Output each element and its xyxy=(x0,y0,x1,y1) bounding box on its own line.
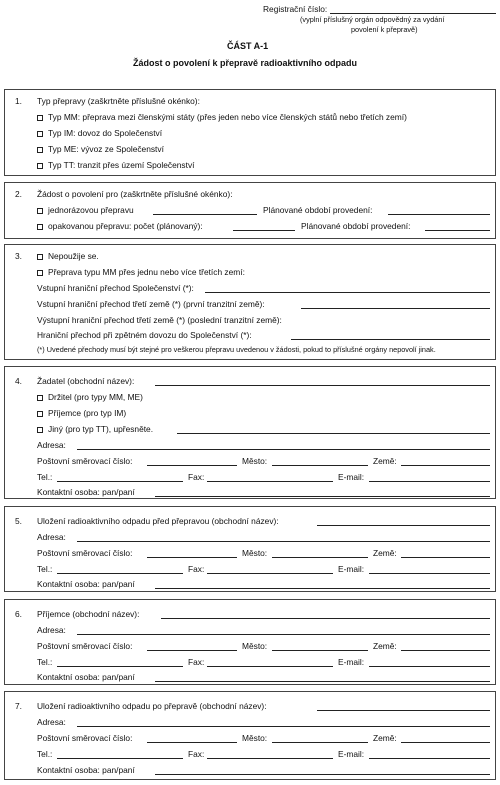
country-label: Země: xyxy=(373,456,397,466)
address-field[interactable] xyxy=(77,726,490,727)
registration-note-1: (vyplní příslušný orgán odpovědný za vydání xyxy=(300,15,445,24)
consignee-field[interactable] xyxy=(161,618,490,619)
city-label: Město: xyxy=(242,456,268,466)
fax-field[interactable] xyxy=(207,758,333,759)
email-label: E-mail: xyxy=(338,657,365,667)
option-im[interactable]: Typ IM: dovoz do Společenství xyxy=(37,128,162,138)
country-field[interactable] xyxy=(401,557,490,558)
country-label: Země: xyxy=(373,641,397,651)
fax-field[interactable] xyxy=(207,573,333,574)
registration-label: Registrační číslo: xyxy=(263,4,328,14)
reentry-field[interactable] xyxy=(291,339,490,340)
entry-eu-field[interactable] xyxy=(205,292,490,293)
city-label: Město: xyxy=(242,548,268,558)
address-label: Adresa: xyxy=(37,532,66,542)
contact-field[interactable] xyxy=(155,681,490,682)
tel-label: Tel.: xyxy=(37,564,53,574)
city-label: Město: xyxy=(242,641,268,651)
section-5 xyxy=(4,506,496,592)
part-label: ČÁST A-1 xyxy=(227,41,269,51)
period-field[interactable] xyxy=(388,214,490,215)
holder-option[interactable]: Držitel (pro typy MM, ME) xyxy=(37,392,143,402)
section-number: 7. xyxy=(15,701,22,711)
period-label: Plánované období provedení: xyxy=(263,205,373,215)
fax-label: Fax: xyxy=(188,472,205,482)
checkbox[interactable] xyxy=(37,131,43,137)
postcode-field[interactable] xyxy=(147,465,237,466)
city-field[interactable] xyxy=(272,465,368,466)
checkbox[interactable] xyxy=(37,254,43,260)
transport-type-heading: Typ přepravy (zaškrtněte příslušné okénko): xyxy=(37,96,200,106)
contact-label: Kontaktní osoba: pan/paní xyxy=(37,672,135,682)
single-transport-option[interactable]: jednorázovou přepravu xyxy=(37,205,134,215)
tel-field[interactable] xyxy=(57,758,183,759)
postcode-field[interactable] xyxy=(147,650,237,651)
country-label: Země: xyxy=(373,548,397,558)
entry-third-field[interactable] xyxy=(301,308,490,309)
postcode-label: Poštovní směrovací číslo: xyxy=(37,733,133,743)
checkbox[interactable] xyxy=(37,270,43,276)
contact-label: Kontaktní osoba: pan/paní xyxy=(37,765,135,775)
reentry-label: Hraniční přechod při zpětném dovozu do Společenství (*): xyxy=(37,330,252,340)
registration-field[interactable] xyxy=(330,13,496,14)
city-field[interactable] xyxy=(272,557,368,558)
section-number: 6. xyxy=(15,609,22,619)
checkbox[interactable] xyxy=(37,224,43,230)
section-2 xyxy=(4,182,496,239)
form-title: Žádost o povolení k přepravě radioaktivního odpadu xyxy=(133,58,358,68)
entry-third-label: Vstupní hraniční přechod třetí země (*) (první tranzitní země): xyxy=(37,299,265,309)
period-label-2: Plánované období provedení: xyxy=(301,221,411,231)
postcode-field[interactable] xyxy=(147,742,237,743)
checkbox[interactable] xyxy=(37,147,43,153)
mm-transit-option[interactable]: Přeprava typu MM přes jednu nebo více třetích zemí: xyxy=(37,267,245,277)
fax-label: Fax: xyxy=(188,657,205,667)
registration-note-2: povolení k přepravě) xyxy=(351,25,418,34)
tel-label: Tel.: xyxy=(37,657,53,667)
tel-field[interactable] xyxy=(57,666,183,667)
section-number: 1. xyxy=(15,96,22,106)
applicant-field[interactable] xyxy=(155,385,490,386)
consignee-label: Příjemce (obchodní název): xyxy=(37,609,140,619)
postcode-field[interactable] xyxy=(147,557,237,558)
email-field[interactable] xyxy=(369,666,490,667)
fax-field[interactable] xyxy=(207,481,333,482)
section-1 xyxy=(4,89,496,176)
storage-after-field[interactable] xyxy=(317,710,490,711)
fax-label: Fax: xyxy=(188,749,205,759)
contact-field[interactable] xyxy=(155,774,490,775)
crossings-note: (*) Uvedené přechody musí být stejné pro veškerou přepravu uvedenou v žádosti, pokud to příslušné orgány nepovolí jinak. xyxy=(37,345,436,354)
section-7 xyxy=(4,691,496,780)
count-field[interactable] xyxy=(233,230,295,231)
checkbox[interactable] xyxy=(37,395,43,401)
contact-field[interactable] xyxy=(155,496,490,497)
city-field[interactable] xyxy=(272,742,368,743)
single-transport-field[interactable] xyxy=(153,214,257,215)
section-number: 4. xyxy=(15,376,22,386)
country-field[interactable] xyxy=(401,650,490,651)
option-tt[interactable]: Typ TT: tranzit přes území Společenství xyxy=(37,160,194,170)
checkbox[interactable] xyxy=(37,163,43,169)
other-option[interactable]: Jiný (pro typ TT), upřesněte. xyxy=(37,424,153,434)
contact-label: Kontaktní osoba: pan/paní xyxy=(37,487,135,497)
exit-third-label: Výstupní hraniční přechod třetí země (*) (poslední tranzitní země): xyxy=(37,315,282,325)
storage-after-label: Uložení radioaktivního odpadu po přepravě (obchodní název): xyxy=(37,701,267,711)
city-field[interactable] xyxy=(272,650,368,651)
entry-eu-label: Vstupní hraniční přechod Společenství (*): xyxy=(37,283,194,293)
section-4 xyxy=(4,366,496,499)
email-label: E-mail: xyxy=(338,472,365,482)
address-label: Adresa: xyxy=(37,440,66,450)
address-field[interactable] xyxy=(77,541,490,542)
postcode-label: Poštovní směrovací číslo: xyxy=(37,641,133,651)
email-label: E-mail: xyxy=(338,749,365,759)
email-label: E-mail: xyxy=(338,564,365,574)
postcode-label: Poštovní směrovací číslo: xyxy=(37,548,133,558)
postcode-label: Poštovní směrovací číslo: xyxy=(37,456,133,466)
email-field[interactable] xyxy=(369,758,490,759)
option-mm[interactable]: Typ MM: přeprava mezi členskými státy (přes jeden nebo více členských států nebo třetích zemí) xyxy=(37,112,407,122)
address-field[interactable] xyxy=(77,634,490,635)
multi-transport-option[interactable]: opakovanou přepravu: počet (plánovaný): xyxy=(37,221,203,231)
storage-before-label: Uložení radioaktivního odpadu před přepravou (obchodní název): xyxy=(37,516,279,526)
checkbox[interactable] xyxy=(37,115,43,121)
option-me[interactable]: Typ ME: vývoz ze Společenství xyxy=(37,144,164,154)
country-field[interactable] xyxy=(401,742,490,743)
checkbox[interactable] xyxy=(37,411,43,417)
tel-label: Tel.: xyxy=(37,472,53,482)
section-3 xyxy=(4,244,496,360)
country-label: Země: xyxy=(373,733,397,743)
request-heading: Žádost o povolení pro (zaškrtněte příslušné okénko): xyxy=(37,189,233,199)
not-used-option[interactable]: Nepoužije se. xyxy=(37,251,99,261)
tel-label: Tel.: xyxy=(37,749,53,759)
other-field[interactable] xyxy=(177,433,490,434)
address-label: Adresa: xyxy=(37,625,66,635)
checkbox[interactable] xyxy=(37,208,43,214)
tel-field[interactable] xyxy=(57,573,183,574)
email-field[interactable] xyxy=(369,481,490,482)
country-field[interactable] xyxy=(401,465,490,466)
contact-field[interactable] xyxy=(155,588,490,589)
address-label: Adresa: xyxy=(37,717,66,727)
tel-field[interactable] xyxy=(57,481,183,482)
period-field-2[interactable] xyxy=(425,230,490,231)
fax-field[interactable] xyxy=(207,666,333,667)
section-6 xyxy=(4,599,496,685)
applicant-label: Žadatel (obchodní název): xyxy=(37,376,135,386)
section-number: 3. xyxy=(15,251,22,261)
address-field[interactable] xyxy=(77,449,490,450)
section-number: 5. xyxy=(15,516,22,526)
checkbox[interactable] xyxy=(37,427,43,433)
city-label: Město: xyxy=(242,733,268,743)
storage-before-field[interactable] xyxy=(317,525,490,526)
consignee-option[interactable]: Příjemce (pro typ IM) xyxy=(37,408,126,418)
fax-label: Fax: xyxy=(188,564,205,574)
contact-label: Kontaktní osoba: pan/paní xyxy=(37,579,135,589)
section-number: 2. xyxy=(15,189,22,199)
email-field[interactable] xyxy=(369,573,490,574)
